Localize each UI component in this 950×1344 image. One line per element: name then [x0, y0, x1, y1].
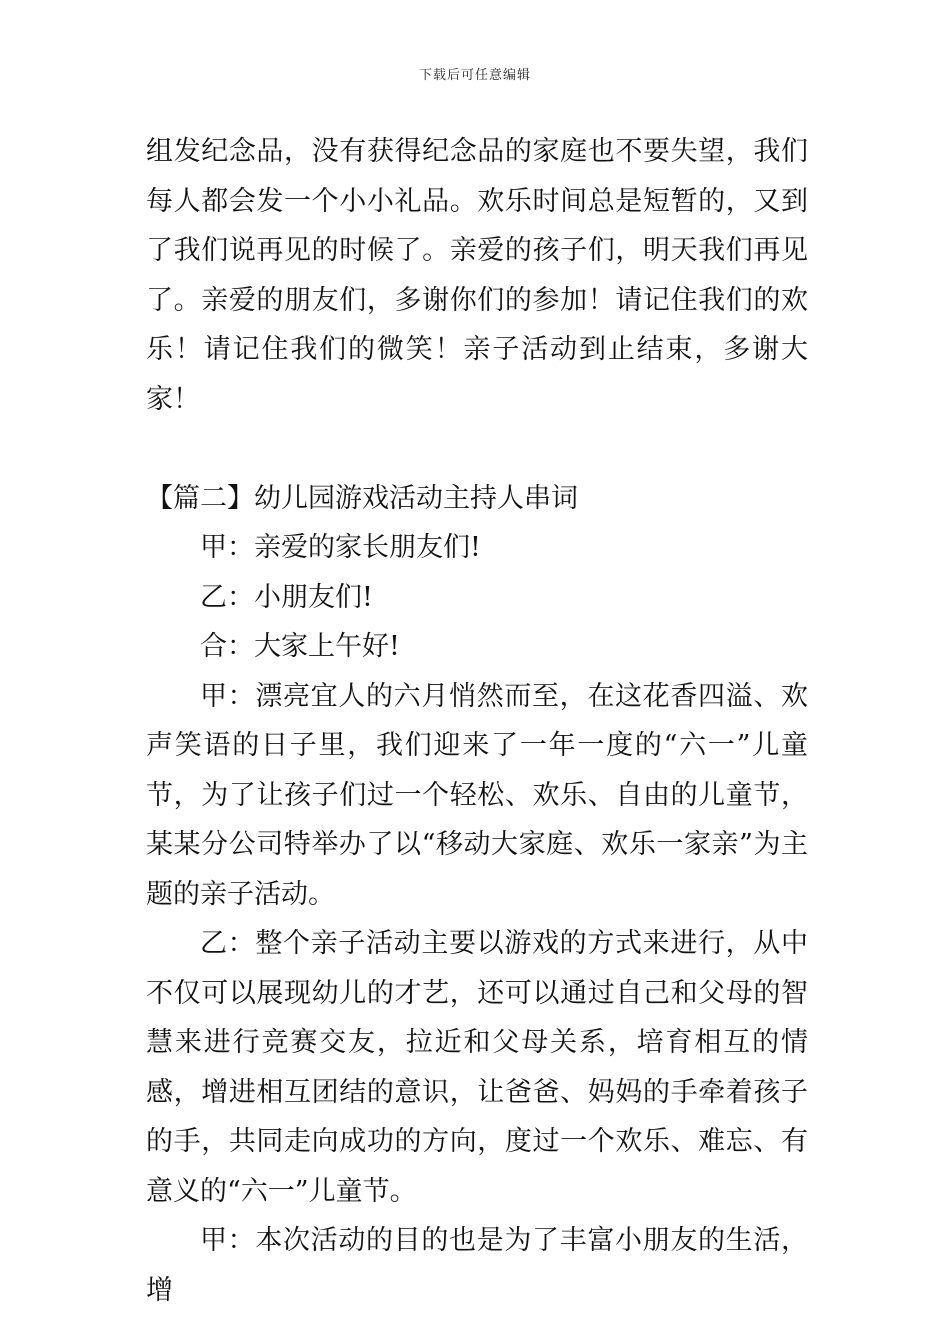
dialogue-paragraph-yi-2: 乙：整个亲子活动主要以游戏的方式来进行，从中不仅可以展现幼儿的才艺，还可以通过自己和父母的智慧来进行竞赛交友，拉近和父母关系，培育相互的情感，增进相互团结的意识，让爸爸、妈妈的手牵着孩子的手，共同走向成功的方向，度过一个欢乐、难忘、有意义的“六一”儿童节。	[146, 928, 808, 1207]
section-heading: 【篇二】幼儿园游戏活动主持人串词	[146, 482, 578, 514]
document-body	[146, 127, 808, 1315]
dialogue-paragraph-jia-2: 甲：漂亮宜人的六月悄然而至，在这花香四溢、欢声笑语的日子里，我们迎来了一年一度的“六一”儿童节，为了让孩子们过一个轻松、欢乐、自由的儿童节，某某分公司特举办了以“移动大家庭、欢乐一家亲”为主题的亲子活动。	[146, 680, 808, 910]
dialogue-line-jia-1: 甲：亲爱的家长朋友们!	[200, 532, 481, 563]
header-note: 下载后可任意编辑	[418, 68, 531, 83]
dialogue-paragraph-jia-3: 甲：本次活动的目的也是为了丰富小朋友的生活，增	[146, 1225, 808, 1306]
blank-line	[146, 424, 808, 474]
paragraph-closing: 组发纪念品，没有获得纪念品的家庭也不要失望，我们每人都会发一个小小礼品。欢乐时间总是短暂的，又到了我们说再见的时候了。亲爱的孩子们，明天我们再见了。亲爱的朋友们，多谢你们的参加！请记住我们的欢乐！请记住我们的微笑！亲子活动到止结束，多谢大家！	[146, 136, 808, 415]
dialogue-line-he-1: 合：大家上午好!	[200, 631, 400, 662]
dialogue-line-yi-1: 乙：小朋友们!	[200, 581, 373, 613]
